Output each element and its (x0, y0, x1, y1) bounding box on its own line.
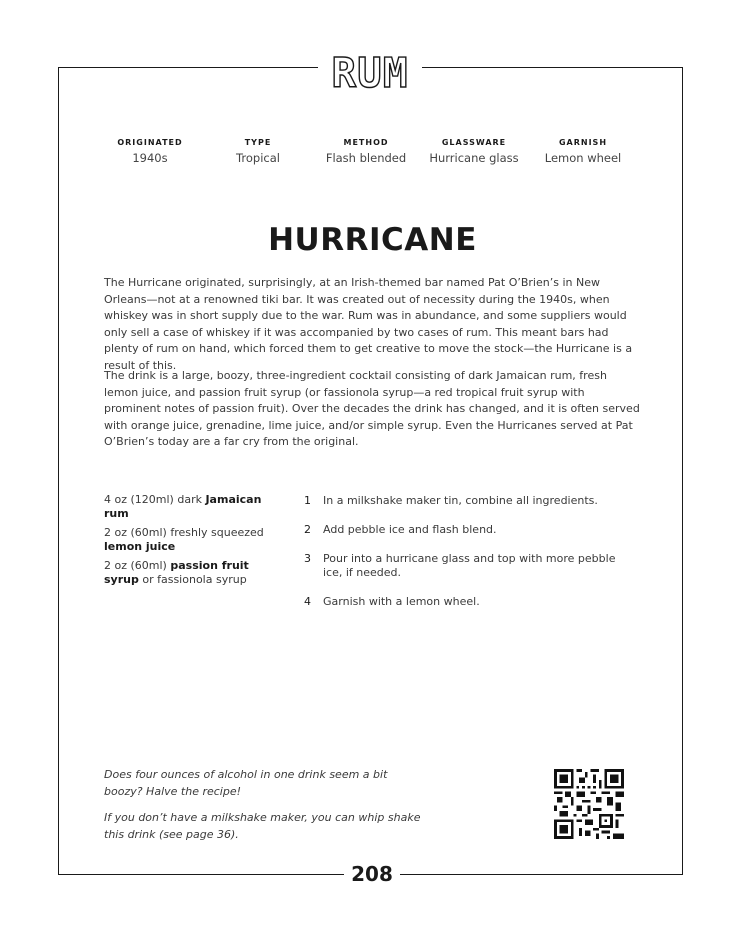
meta-value: Flash blended (325, 151, 407, 165)
tip-note-whip-shake: If you don’t have a milkshake maker, you can whip shake this drink (see page 36). (104, 811, 421, 841)
page-number: 208 (344, 860, 400, 888)
meta-label: GARNISH (558, 138, 608, 147)
step-item (304, 595, 634, 609)
qr-code-icon[interactable] (554, 769, 624, 839)
meta-value: 1940s (132, 151, 168, 165)
step-item (304, 552, 634, 580)
meta-label: METHOD (343, 138, 389, 147)
ingredient-amount: 4 oz (120ml) dark (104, 493, 202, 506)
step-text: Add pebble ice and flash blend. (323, 523, 497, 536)
ingredient-list (104, 493, 274, 592)
step-number: 4 (304, 595, 311, 608)
ingredient-name: lemon juice (104, 540, 176, 553)
step-item (304, 494, 634, 508)
meta-label: TYPE (244, 138, 272, 147)
meta-value: Lemon wheel (544, 151, 622, 165)
ingredient-name: Jamaican rum (104, 493, 262, 520)
step-text: In a milkshake maker tin, combine all ingredients. (323, 494, 598, 507)
ingredient-item (104, 493, 274, 521)
meta-label: GLASSWARE (441, 138, 507, 147)
ingredient-amount: 2 oz (60ml) (104, 559, 167, 572)
meta-label: ORIGINATED (117, 138, 183, 147)
section-title: RUM (318, 48, 422, 98)
ingredient-amount: 2 oz (60ml) freshly squeezed (104, 526, 264, 539)
meta-garnish (518, 137, 648, 166)
step-number: 3 (304, 552, 311, 565)
page-frame (58, 67, 683, 875)
step-number: 2 (304, 523, 311, 536)
step-text: Garnish with a lemon wheel. (323, 595, 480, 608)
step-item (304, 523, 634, 537)
intro-paragraph: The Hurricane originated, surprisingly, at an Irish-themed bar named Pat O’Brien’s in New Orleans—not at a renowned tiki bar. It was created out of necessity during the 1940s, when whiskey was in short supply due to the war. Rum was in abundance, and some suppliers would only sell a case of whiskey if it was accompanied by two cases of rum. This meant bars had plenty of rum on hand, which forced them to get creative to move the stock—the Hurricane is a result of this. (104, 276, 633, 372)
meta-value: Hurricane glass (429, 151, 519, 165)
ingredient-item (104, 526, 274, 554)
recipe-title: HURRICANE (268, 222, 477, 258)
tip-note-halve: Does four ounces of alcohol in one drink seem a bit boozy? Halve the recipe! (104, 768, 388, 798)
ingredient-note: or fassionola syrup (142, 573, 247, 586)
step-number: 1 (304, 494, 311, 507)
ingredient-name: passion fruit syrup (104, 559, 249, 586)
ingredient-item (104, 559, 274, 587)
step-text: Pour into a hurricane glass and top with more pebble ice, if needed. (323, 552, 616, 579)
meta-value: Tropical (236, 151, 280, 165)
method-steps (304, 494, 634, 624)
description-paragraph: The drink is a large, boozy, three-ingredient cocktail consisting of dark Jamaican rum, fresh lemon juice, and passion fruit syrup (or fassionola syrup—a red tropical fruit syrup with prominent notes of passion fruit). Over the decades the drink has changed, and it is often served with orange juice, grenadine, lime juice, and/or simple syrup. Even the Hurricanes served at Pat O’Brien’s today are a far cry from the original. (104, 369, 640, 448)
